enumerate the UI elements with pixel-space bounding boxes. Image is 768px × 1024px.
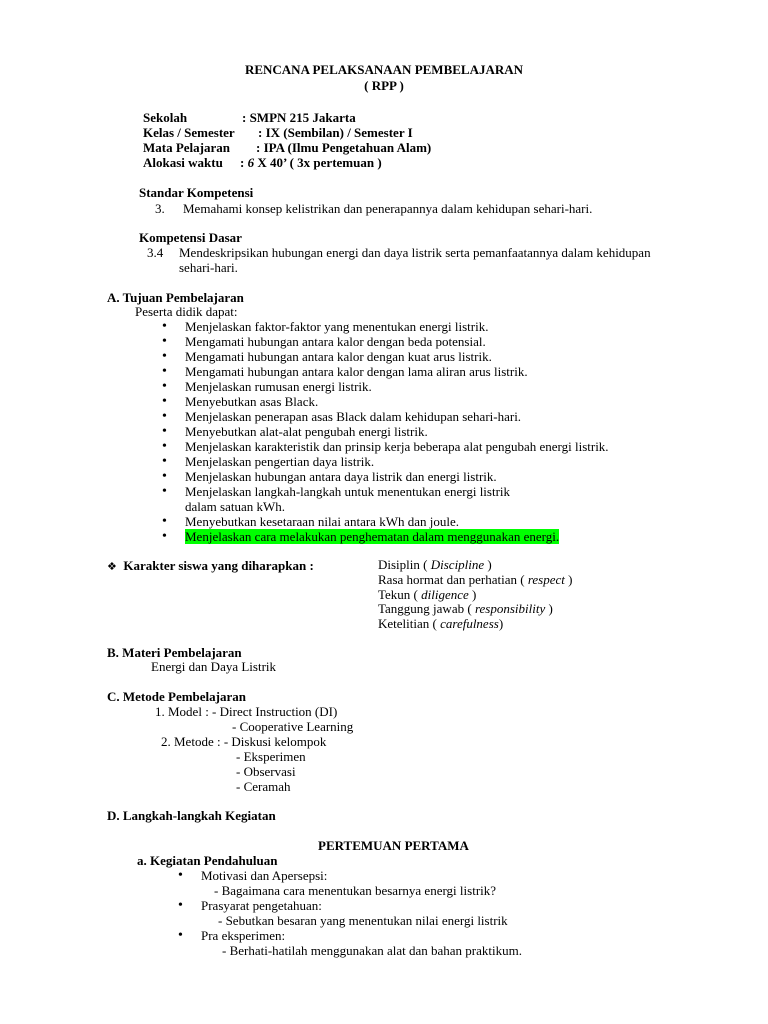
list-item: • Mengamati hubungan antara kalor dengan beda potensial.	[159, 334, 699, 349]
tujuan-list	[159, 319, 699, 544]
standar-kompetensi-heading: Standar Kompetensi	[139, 185, 254, 200]
identity-value-alokasi: : 6 X 40’ ( 3x pertemuan )	[240, 155, 382, 170]
document-subtitle: ( RPP )	[364, 78, 404, 93]
list-item: • Menjelaskan faktor-faktor yang menentukan energi listrik.	[159, 319, 699, 334]
metode-item: - Ceramah	[236, 779, 291, 794]
diamond-bullet-icon: ❖	[107, 560, 117, 573]
langkah-heading: D. Langkah-langkah Kegiatan	[107, 808, 276, 823]
list-item: • Mengamati hubungan antara kalor dengan kuat arus listrik.	[159, 349, 699, 364]
list-item: • Menjelaskan penerapan asas Black dalam kehidupan sehari-hari.	[159, 409, 699, 424]
materi-text: Energi dan Daya Listrik	[151, 659, 277, 674]
identity-value-mapel: : IPA (Ilmu Pengetahuan Alam)	[256, 140, 432, 155]
pertemuan-heading: PERTEMUAN PERTAMA	[318, 838, 469, 853]
karakter-label: ❖ Karakter siswa yang diharapkan :	[107, 558, 314, 573]
list-item: • Menjelaskan pengertian daya listrik.	[159, 454, 699, 469]
document-title: RENCANA PELAKSANAAN PEMBELAJARAN	[244, 62, 524, 77]
materi-heading: B. Materi Pembelajaran	[107, 645, 242, 660]
highlighted-text: Menjelaskan cara melakukan penghematan dalam menggunakan energi.	[185, 529, 560, 544]
list-item: • Menjelaskan rumusan energi listrik.	[159, 379, 699, 394]
identity-value-sekolah: : SMPN 215 Jakarta	[242, 110, 356, 125]
metode-heading: C. Metode Pembelajaran	[107, 689, 246, 704]
pendahuluan-detail: - Berhati-hatilah menggunakan alat dan bahan praktikum.	[222, 943, 522, 958]
kompetensi-dasar-number: 3.4	[147, 245, 164, 260]
list-item: • Prasyarat pengetahuan:	[175, 898, 575, 913]
karakter-item: Tekun ( diligence )	[378, 587, 477, 602]
karakter-item: Disiplin ( Discipline )	[378, 557, 492, 572]
identity-label-alokasi: Alokasi waktu	[143, 155, 223, 170]
pendahuluan-detail: - Bagaimana cara menentukan besarnya energi listrik?	[214, 883, 497, 898]
tujuan-heading: A. Tujuan Pembelajaran	[107, 290, 244, 305]
pendahuluan-list	[175, 868, 575, 883]
list-item: • Mengamati hubungan antara kalor dengan lama aliran arus listrik.	[159, 364, 699, 379]
identity-label-mapel: Mata Pelajaran	[143, 140, 231, 155]
metode-item: - Observasi	[236, 764, 296, 779]
list-item: • Pra eksperimen:	[175, 928, 575, 943]
identity-label-kelas: Kelas / Semester	[143, 125, 235, 140]
list-item: • Motivasi dan Apersepsi:	[175, 868, 575, 883]
karakter-item: Rasa hormat dan perhatian ( respect )	[378, 572, 573, 587]
karakter-item: Tanggung jawab ( responsibility )	[378, 601, 553, 616]
kompetensi-dasar-line2: sehari-hari.	[179, 260, 238, 275]
kompetensi-dasar-heading: Kompetensi Dasar	[139, 230, 242, 245]
identity-value-kelas: : IX (Sembilan) / Semester I	[258, 125, 413, 140]
list-item: • Menjelaskan hubungan antara daya listrik dan energi listrik.	[159, 469, 699, 484]
metode-metode: 2. Metode : - Diskusi kelompok	[161, 734, 327, 749]
pendahuluan-list	[175, 928, 575, 943]
kegiatan-pendahuluan-heading: a. Kegiatan Pendahuluan	[137, 853, 278, 868]
standar-kompetensi-number: 3.	[155, 201, 165, 216]
karakter-item: Ketelitian ( carefulness)	[378, 616, 504, 631]
tujuan-intro: Peserta didik dapat:	[135, 304, 238, 319]
list-item: • Menjelaskan karakteristik dan prinsip kerja beberapa alat pengubah energi listrik.	[159, 439, 699, 454]
list-item: • Menyebutkan kesetaraan nilai antara kWh dan joule.	[159, 514, 699, 529]
metode-model-2: - Cooperative Learning	[232, 719, 354, 734]
metode-model: 1. Model : - Direct Instruction (DI)	[155, 704, 338, 719]
metode-item: - Eksperimen	[236, 749, 306, 764]
list-item: • Menjelaskan langkah-langkah untuk menentukan energi listrik dalam satuan kWh.	[159, 484, 525, 514]
pendahuluan-list	[175, 898, 575, 913]
list-item-highlighted	[159, 529, 699, 544]
standar-kompetensi-text: Memahami konsep kelistrikan dan penerapannya dalam kehidupan sehari-hari.	[183, 201, 593, 216]
kompetensi-dasar-line1: Mendeskripsikan hubungan energi dan daya listrik serta pemanfaatannya dalam kehidupan	[179, 245, 651, 260]
list-item: • Menyebutkan asas Black.	[159, 394, 699, 409]
identity-label-sekolah: Sekolah	[143, 110, 188, 125]
list-item: • Menyebutkan alat-alat pengubah energi listrik.	[159, 424, 699, 439]
pendahuluan-detail: - Sebutkan besaran yang menentukan nilai energi listrik	[218, 913, 508, 928]
